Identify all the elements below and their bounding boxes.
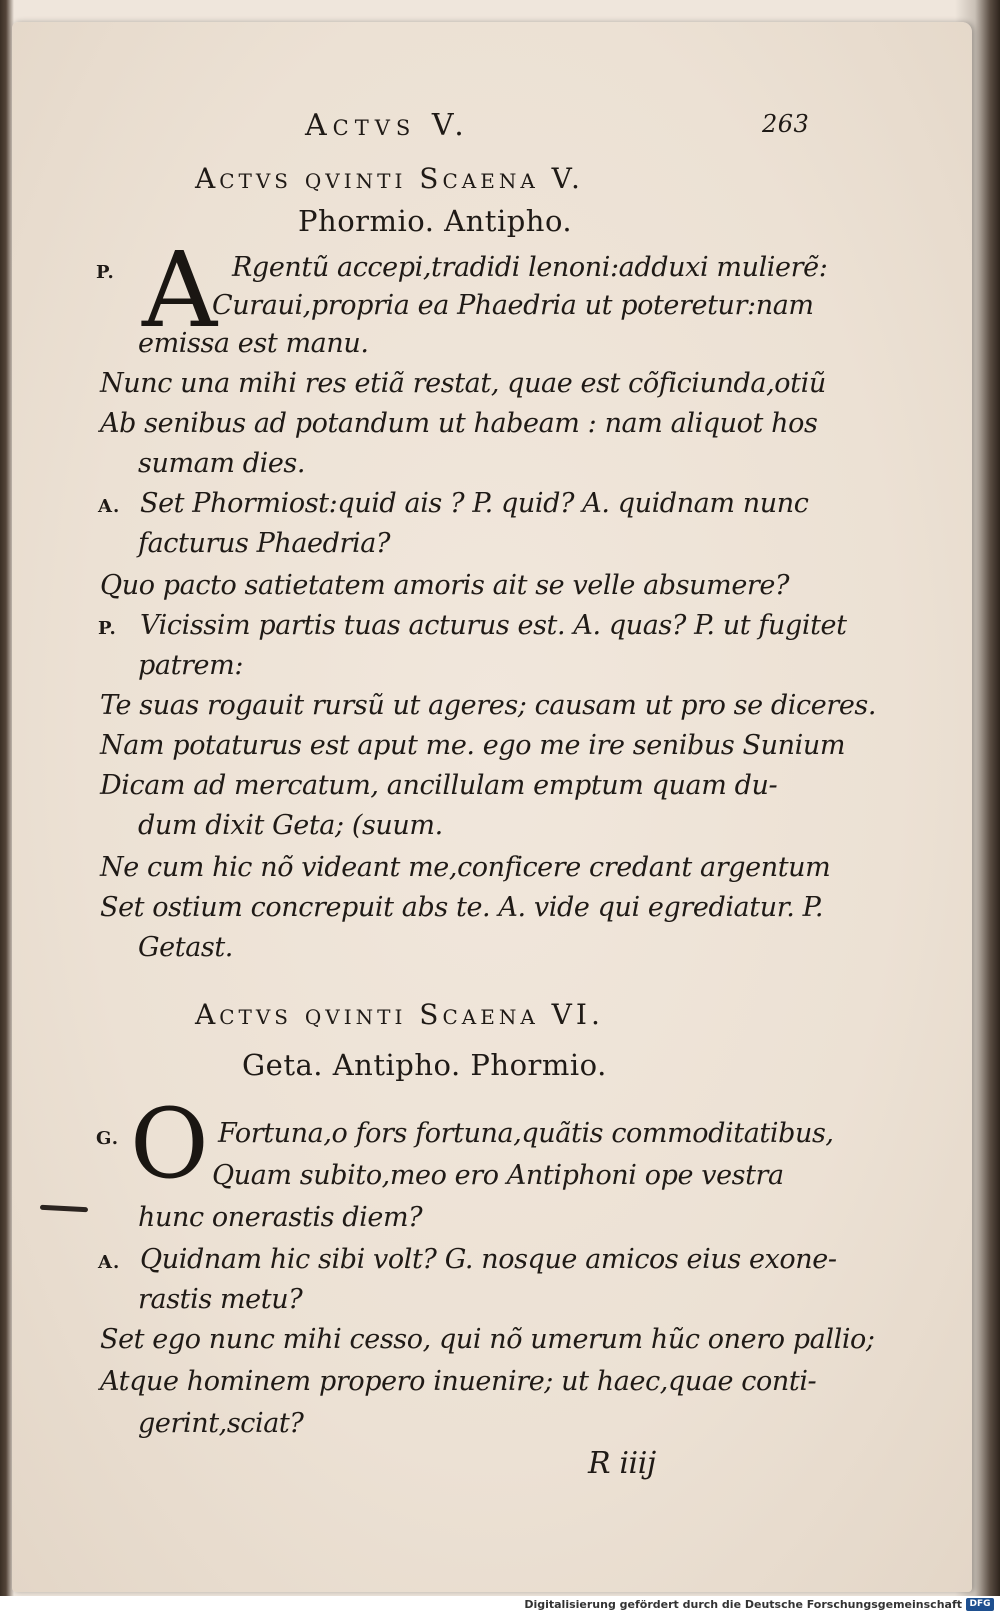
verse-line: sumam dies. (138, 448, 306, 479)
verse-line: emissa est manu. (138, 328, 369, 359)
scene-characters: Phormio. Antipho. (298, 204, 573, 238)
speaker-mark: P. (96, 262, 115, 283)
verse-line: Quam subito,meo ero Antiphoni ope vestra (212, 1160, 784, 1191)
verse-line: Quo pacto satietatem amoris ait se velle absumere? (100, 570, 790, 601)
verse-line: Vicissim partis tuas acturus est. A. quas? P. ut fugitet (140, 610, 847, 641)
scene-heading: Actvs qvinti Scaena VI. (195, 998, 604, 1031)
dfg-logo: DFG (966, 1598, 994, 1611)
verse-line: Set ostium concrepuit abs te. A. vide qui egrediatur. P. (100, 892, 824, 923)
verse-line: Getast. (138, 932, 233, 963)
verse-line: Fortuna,o fors fortuna,quãtis commoditatibus, (218, 1118, 834, 1149)
verse-line: rastis metu? (138, 1284, 303, 1315)
verse-line: Atque hominem propero inuenire; ut haec,quae conti- (100, 1366, 817, 1397)
signature-mark: R iiij (588, 1446, 656, 1481)
verse-line: Set Phormiost:quid ais ? P. quid? A. quidnam nunc (140, 488, 809, 519)
verse-line: gerint,sciat? (138, 1408, 304, 1439)
verse-line: hunc onerastis diem? (138, 1202, 423, 1233)
footer-credit: Digitalisierung gefördert durch die Deutsche Forschungsgemeinschaft (524, 1598, 962, 1611)
verse-line: Curaui,propria ea Phaedria ut poteretur:nam (212, 290, 814, 321)
scene-heading: Actvs qvinti Scaena V. (195, 162, 584, 195)
verse-line: Nam potaturus est aput me. ego me ire senibus Sunium (100, 730, 846, 761)
verse-line: patrem: (138, 650, 244, 681)
speaker-mark: A. (98, 1252, 121, 1273)
drop-cap: O (130, 1088, 209, 1200)
verse-line: Ne cum hic nõ videant me,conficere credant argentum (100, 852, 831, 883)
drop-cap: A (142, 229, 218, 351)
verse-line: Nunc una mihi res etiã restat, quae est cõficiunda,otiũ (100, 368, 826, 399)
scene-characters: Geta. Antipho. Phormio. (242, 1048, 607, 1082)
speaker-mark: A. (98, 496, 121, 517)
verse-line: Rgentũ accepi,tradidi lenoni:adduxi mulierẽ: (232, 252, 828, 283)
verse-line: Te suas rogauit rursũ ut ageres; causam ut pro se diceres. (100, 690, 877, 721)
verse-line: Dicam ad mercatum, ancillulam emptum quam du- (100, 770, 778, 801)
verse-line: Quidnam hic sibi volt? G. nosque amicos eius exone- (140, 1244, 837, 1275)
speaker-mark: G. (96, 1128, 119, 1149)
running-head: Actvs V. (305, 108, 470, 143)
verse-line: dum dixit Geta; (suum. (138, 810, 443, 841)
speaker-mark: P. (98, 618, 117, 639)
verse-line: Ab senibus ad potandum ut habeam : nam aliquot hos (100, 408, 818, 439)
verse-line: facturus Phaedria? (138, 528, 391, 559)
verse-line: Set ego nunc mihi cesso, qui nõ umerum hũc onero pallio; (100, 1324, 875, 1355)
page-number: 263 (762, 110, 810, 138)
